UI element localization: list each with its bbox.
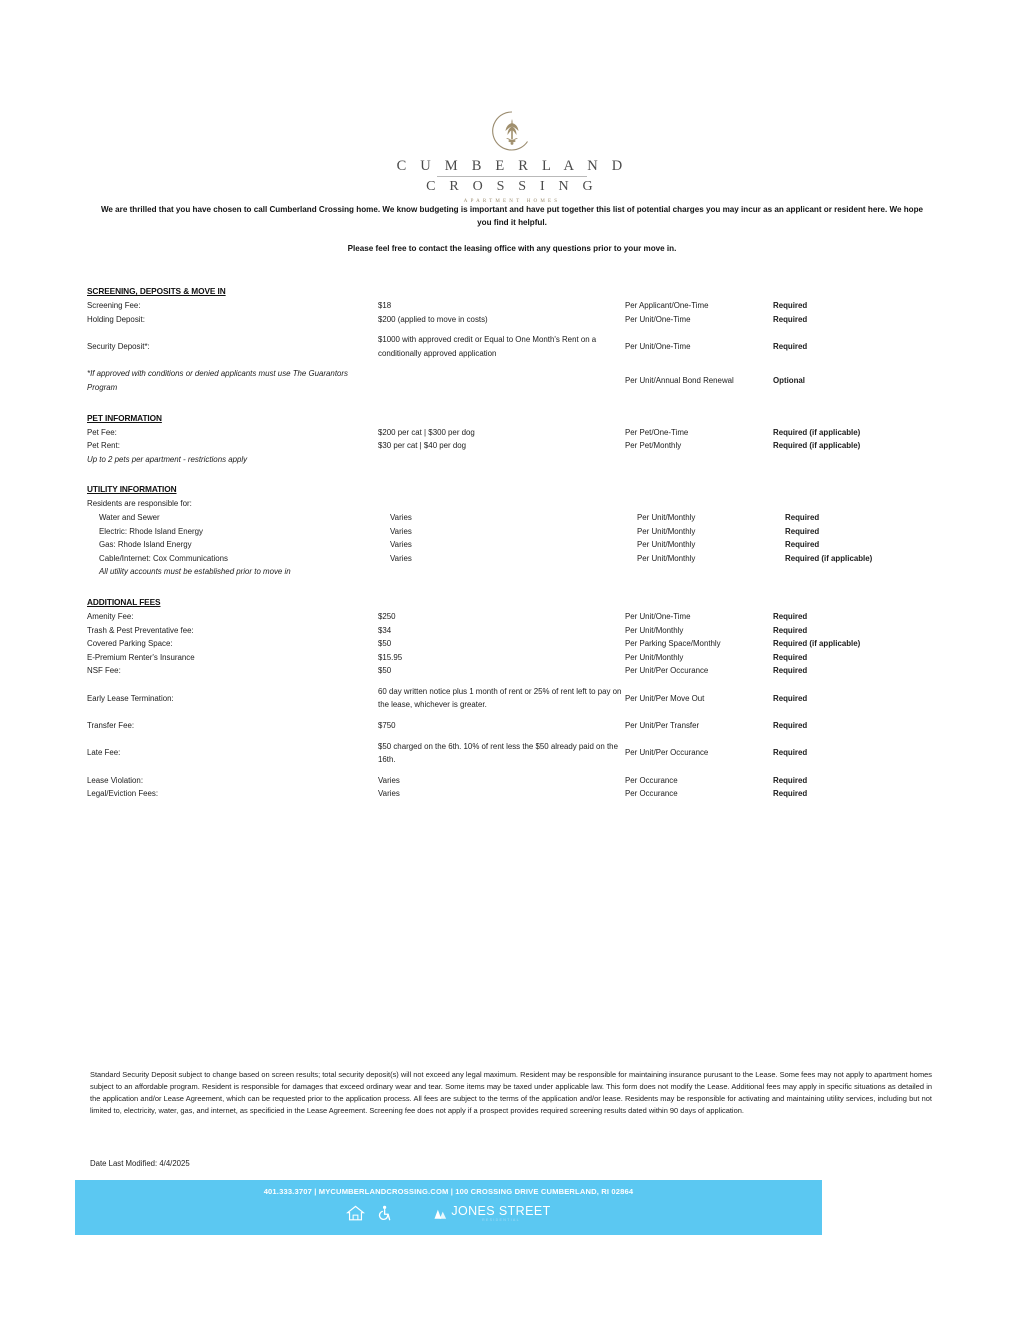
utility-frequency: Per Unit/Monthly xyxy=(637,512,696,522)
fee-requirement: Required xyxy=(773,625,808,635)
fee-label: Pet Fee: xyxy=(87,427,117,437)
fee-amount: $50 xyxy=(378,666,392,676)
legal-disclaimer: Standard Security Deposit subject to change based on screen results; total security deposit(s) will not exceed any legal maximum. Resident may be responsible for maintaining insurance purusant to the Lease. Some fees may not apply to apartment homes subject to an affordable program. Resident is responsible for damages that exceed ordinary wear and tear. Some items may be taxed under applicable law. This form does not modify the Lease. Additional fees may apply in specific situations as detailed in the application and/or Lease Agreement, which can be requested prior to the application process. All fees are subject to the terms of the application and/or lease. Residents may be responsible for activating and maintaining utility services, including but not limited to, electricity, water, gas, and internet, as specificied in the Lease Agreement. Screening fee does not apply if a prospect provides required screening results dated within 90 days of application. xyxy=(90,1070,932,1116)
section-title: SCREENING, DEPOSITS & MOVE IN xyxy=(87,286,226,296)
fee-frequency: Per Occurance xyxy=(625,775,678,785)
fee-requirement: Required xyxy=(773,775,808,785)
fee-amount: $34 xyxy=(378,625,392,635)
spacer xyxy=(87,466,935,484)
fee-requirement: Required xyxy=(773,748,808,758)
table-row xyxy=(87,774,935,788)
footer-contact-info: 401.333.3707 | MYCUMBERLANDCROSSING.COM | 100 CROSSING DRIVE CUMBERLAND, RI 02864 xyxy=(263,1187,634,1196)
section-footnote: All utility accounts must be established prior to move in xyxy=(99,567,291,577)
spacer xyxy=(87,395,935,413)
jones-street-logo xyxy=(433,1205,550,1223)
utility-requirement: Required xyxy=(785,512,820,522)
fee-amount: $1000 with approved credit or Equal to One Month's Rent on a conditionally approved application xyxy=(378,335,597,358)
fee-requirement: Required xyxy=(773,666,808,676)
fee-label: Late Fee: xyxy=(87,748,121,758)
fee-requirement: Required xyxy=(773,652,808,662)
fee-frequency: Per Unit/Per Occurance xyxy=(625,748,709,758)
table-row xyxy=(87,333,935,360)
fee-frequency: Per Unit/Annual Bond Renewal xyxy=(625,376,734,386)
fee-amount: $200 per cat | $300 per dog xyxy=(378,427,475,437)
table-row xyxy=(87,637,935,651)
jones-street-subtext: RESIDENTIAL xyxy=(482,1218,520,1223)
utility-label: Gas: Rhode Island Energy xyxy=(99,540,192,550)
property-logo xyxy=(0,108,1024,204)
fee-frequency: Per Parking Space/Monthly xyxy=(625,639,721,649)
table-row xyxy=(87,610,935,624)
fee-frequency: Per Unit/Per Transfer xyxy=(625,721,700,731)
footer-logo-row xyxy=(75,1204,822,1223)
utility-label: Cable/Internet: Cox Communications xyxy=(99,553,228,563)
section-title: UTILITY INFORMATION xyxy=(87,484,177,495)
utility-amount: Varies xyxy=(390,526,412,536)
table-row xyxy=(87,624,935,638)
jones-street-mountains-icon xyxy=(433,1206,448,1221)
section-lead-text: Residents are responsible for: xyxy=(87,499,192,509)
table-row xyxy=(87,525,935,539)
fee-amount: Varies xyxy=(378,775,400,785)
page-footer xyxy=(75,1180,822,1235)
logo-subtitle: APARTMENT HOMES xyxy=(463,198,561,204)
intro-text xyxy=(96,203,928,255)
fee-requirement: Required xyxy=(773,611,808,621)
table-row xyxy=(87,299,935,313)
fee-footnote: *If approved with conditions or denied applicants must use The Guarantors Program xyxy=(87,369,348,392)
fee-frequency: Per Unit/One-Time xyxy=(625,341,691,351)
intro-paragraph-2: Please feel free to contact the leasing office with any questions prior to your move in. xyxy=(347,244,677,254)
fee-frequency: Per Pet/One-Time xyxy=(625,427,689,437)
table-row xyxy=(87,538,935,552)
fee-amount: $15.95 xyxy=(378,652,403,662)
utility-label: Water and Sewer xyxy=(99,512,160,522)
utility-amount: Varies xyxy=(390,553,412,563)
table-row xyxy=(87,740,935,767)
fee-requirement: Required xyxy=(773,789,808,799)
fee-requirement: Required (if applicable) xyxy=(773,427,861,437)
fee-requirement: Required (if applicable) xyxy=(773,441,861,451)
fee-label: Trash & Pest Preventative fee: xyxy=(87,625,194,635)
section-title: PET INFORMATION xyxy=(87,412,162,423)
fee-schedule xyxy=(87,286,935,801)
fee-frequency: Per Unit/Per Occurance xyxy=(625,666,709,676)
fee-amount: 60 day written notice plus 1 month of rent or 25% of rent left to pay on the lease, whichever is greater. xyxy=(378,686,622,710)
fee-amount: $50 xyxy=(378,639,392,649)
fee-label: Holding Deposit: xyxy=(87,314,145,324)
fee-amount: $750 xyxy=(378,721,396,731)
table-row xyxy=(87,439,935,453)
fee-requirement: Optional xyxy=(773,376,805,386)
fee-frequency: Per Occurance xyxy=(625,789,678,799)
section-utility-information xyxy=(87,484,935,579)
fee-frequency: Per Unit/Per Move Out xyxy=(625,693,705,703)
table-row xyxy=(87,787,935,801)
utility-amount: Varies xyxy=(390,540,412,550)
fee-label: E-Premium Renter's Insurance xyxy=(87,652,195,662)
fee-amount: Varies xyxy=(378,789,400,799)
utility-frequency: Per Unit/Monthly xyxy=(637,553,696,563)
wheelchair-accessible-icon xyxy=(378,1205,392,1222)
logo-divider xyxy=(437,176,587,177)
logo-line-1: C U M B E R L A N D xyxy=(396,158,628,174)
fee-amount: $250 xyxy=(378,611,396,621)
fee-label: Transfer Fee: xyxy=(87,721,135,731)
fee-label: Screening Fee: xyxy=(87,301,141,310)
fee-requirement: Required xyxy=(773,301,808,310)
jones-street-wordmark: JONES STREET xyxy=(451,1203,551,1218)
fleur-crest-icon xyxy=(489,108,535,154)
fee-label: Legal/Eviction Fees: xyxy=(87,789,159,799)
fee-frequency: Per Unit/One-Time xyxy=(625,611,691,621)
fee-amount: $50 charged on the 6th. 10% of rent less the $50 already paid on the 16th. xyxy=(378,741,618,765)
fee-frequency: Per Unit/Monthly xyxy=(625,652,684,662)
utility-requirement: Required xyxy=(785,526,820,536)
fee-requirement: Required xyxy=(773,341,808,351)
section-pet-information xyxy=(87,413,935,467)
table-row xyxy=(87,511,935,525)
table-row xyxy=(87,552,935,566)
utility-requirement: Required xyxy=(785,540,820,550)
spacer xyxy=(87,579,935,597)
intro-paragraph-1: We are thrilled that you have chosen to call Cumberland Crossing home. We know budgeting is important and have put together this list of potential charges you may incur as an applicant or resident here. We hope you find it helpful. xyxy=(100,205,924,228)
fee-frequency: Per Applicant/One-Time xyxy=(625,301,709,310)
table-row xyxy=(87,685,935,712)
table-row xyxy=(87,719,935,733)
section-footnote: Up to 2 pets per apartment - restrictions apply xyxy=(87,454,248,464)
fee-frequency: Per Pet/Monthly xyxy=(625,441,682,451)
fee-label: Security Deposit*: xyxy=(87,341,150,351)
table-row xyxy=(87,426,935,440)
fee-requirement: Required (if applicable) xyxy=(773,639,861,649)
date-last-modified: Date Last Modified: 4/4/2025 xyxy=(90,1159,190,1168)
fee-frequency: Per Unit/Monthly xyxy=(625,625,684,635)
fee-label: Amenity Fee: xyxy=(87,611,134,621)
fee-label: NSF Fee: xyxy=(87,666,121,676)
utility-amount: Varies xyxy=(390,512,412,522)
utility-requirement: Required (if applicable) xyxy=(785,553,873,563)
table-row xyxy=(87,313,935,327)
utility-frequency: Per Unit/Monthly xyxy=(637,540,696,550)
fee-amount: $30 per cat | $40 per dog xyxy=(378,441,467,451)
equal-housing-opportunity-icon xyxy=(346,1204,365,1223)
section-screening-deposits-move-in xyxy=(87,286,935,395)
utility-frequency: Per Unit/Monthly xyxy=(637,526,696,536)
section-additional-fees xyxy=(87,597,935,801)
fee-requirement: Required xyxy=(773,693,808,703)
fee-amount: $18 xyxy=(378,301,392,310)
fee-frequency: Per Unit/One-Time xyxy=(625,314,691,324)
fee-amount: $200 (applied to move in costs) xyxy=(378,314,488,324)
fee-label: Early Lease Termination: xyxy=(87,693,174,703)
utility-label: Electric: Rhode Island Energy xyxy=(99,526,203,536)
logo-line-2: C R O S S I N G xyxy=(426,179,598,195)
table-row xyxy=(87,651,935,665)
table-row xyxy=(87,367,935,394)
fee-label: Covered Parking Space: xyxy=(87,639,173,649)
fee-label: Pet Rent: xyxy=(87,441,120,451)
fee-requirement: Required xyxy=(773,721,808,731)
fee-requirement: Required xyxy=(773,314,808,324)
section-title: ADDITIONAL FEES xyxy=(87,596,161,607)
table-row xyxy=(87,664,935,678)
fee-label: Lease Violation: xyxy=(87,775,144,785)
